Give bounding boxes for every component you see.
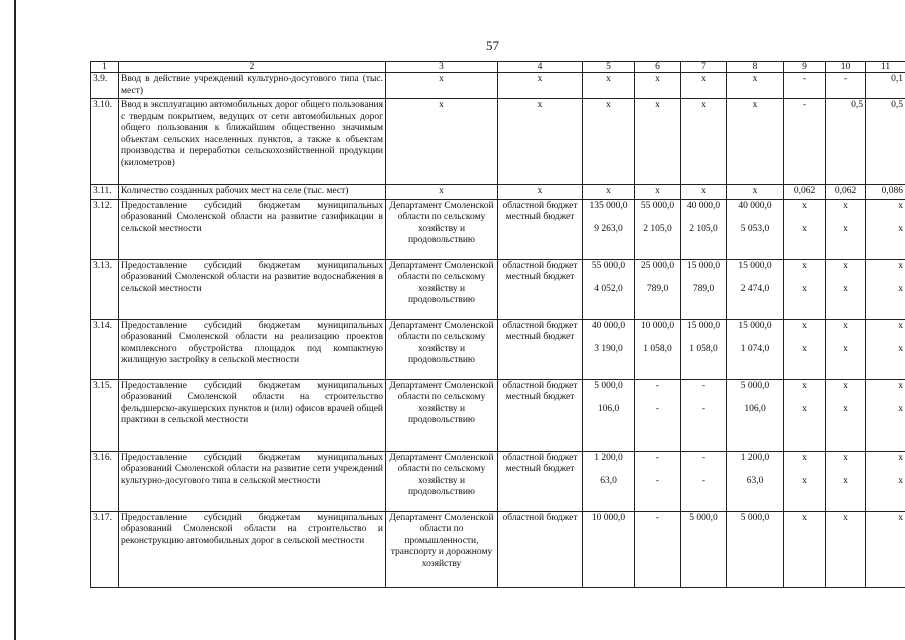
value-regional: х <box>898 260 903 271</box>
value-regional: 15 000,0 <box>738 320 772 331</box>
table-row <box>91 379 905 451</box>
row-value: - <box>635 511 681 587</box>
value-local: х <box>898 224 903 234</box>
value-regional: х <box>898 452 903 463</box>
row-value <box>866 199 905 259</box>
value-local: 1 058,0 <box>689 344 718 354</box>
row-value <box>727 199 784 259</box>
value-regional: х <box>802 320 807 331</box>
value-regional: 1 200,0 <box>594 452 623 463</box>
row-value <box>681 319 727 379</box>
row-value: х <box>727 185 784 200</box>
row-value <box>826 379 866 451</box>
row-number: 3.12. <box>91 199 119 259</box>
row-department: Департамент Смоленской области по сельскому хозяйству и продовольствию <box>386 319 498 379</box>
value-regional: 40 000,0 <box>738 200 772 211</box>
value-local: х <box>802 404 807 414</box>
row-value <box>583 451 635 511</box>
row-value: - <box>784 99 826 185</box>
value-local: 5 053,0 <box>740 224 770 234</box>
row-value: 5 000,0 <box>727 511 784 587</box>
row-source <box>498 259 583 319</box>
header-cell: 5 <box>583 62 635 73</box>
row-value <box>681 379 727 451</box>
row-value: 0,062 <box>826 185 866 200</box>
row-value <box>727 451 784 511</box>
row-value: х <box>635 185 681 200</box>
row-value: 0,062 <box>784 185 826 200</box>
value-local: х <box>843 344 848 354</box>
row-value <box>826 451 866 511</box>
value-local: 2 474,0 <box>740 284 770 294</box>
header-cell: 10 <box>826 62 866 73</box>
source-regional: областной бюджет <box>502 260 578 271</box>
value-local: - <box>655 404 660 414</box>
source-regional: областной бюджет <box>502 512 578 523</box>
value-regional: 5 000,0 <box>740 380 770 391</box>
row-value <box>826 319 866 379</box>
value-regional: 5 000,0 <box>594 380 623 391</box>
header-cell: 9 <box>784 62 826 73</box>
source-regional: областной бюджет <box>502 380 578 391</box>
row-description: Предоставление субсидий бюджетам муниципальных образований Смоленской области на развитие газификации в сельской местности <box>119 199 386 259</box>
row-value <box>784 451 826 511</box>
value-local: 106,0 <box>744 404 766 414</box>
value-regional: х <box>802 200 807 211</box>
row-value <box>866 379 905 451</box>
row-department: Департамент Смоленской области по промышленности, транспорту и дорожному хозяйству <box>386 511 498 587</box>
row-value <box>583 259 635 319</box>
row-source <box>498 511 583 587</box>
source-local: местный бюджет <box>505 212 575 222</box>
value-regional: 40 000,0 <box>686 200 721 211</box>
row-description: Ввод в эксплуатацию автомобильных дорог общего пользования с твердым покрытием, ведущих от сети автомобильных дорог общего пользования к ближайшим общественно значимым объектам сельских населенных пунктов, а также к объектам производства и переработки сельскохозяйственной продукции (километров) <box>119 99 386 185</box>
value-local: 9 263,0 <box>594 224 623 234</box>
row-value <box>784 199 826 259</box>
row-value <box>866 451 905 511</box>
value-local: 2 105,0 <box>643 224 672 234</box>
row-value <box>784 379 826 451</box>
value-regional: 55 000,0 <box>591 260 626 271</box>
value-regional: 15 000,0 <box>738 260 772 271</box>
value-local: х <box>802 344 807 354</box>
row-source: х <box>498 99 583 185</box>
row-number: 3.15. <box>91 379 119 451</box>
table-row <box>91 185 905 200</box>
header-cell: 7 <box>681 62 727 73</box>
value-regional: 55 000,0 <box>640 200 675 211</box>
value-regional: 135 000,0 <box>589 200 628 211</box>
row-value <box>681 259 727 319</box>
row-value <box>826 199 866 259</box>
value-local: 3 190,0 <box>594 344 623 354</box>
row-value <box>635 379 681 451</box>
row-value <box>583 379 635 451</box>
row-description: Ввод в действие учреждений культурно-досугового типа (тыс. мест) <box>119 73 386 99</box>
row-value <box>866 319 905 379</box>
table-row <box>91 511 905 587</box>
row-value <box>727 259 784 319</box>
value-local: 2 105,0 <box>689 224 718 234</box>
value-local: 63,0 <box>746 476 764 486</box>
value-local: 106,0 <box>597 404 620 414</box>
row-value: х <box>635 73 681 99</box>
value-regional: 25 000,0 <box>640 260 675 271</box>
row-value: 5 000,0 <box>681 511 727 587</box>
row-description: Предоставление субсидий бюджетам муниципальных образований Смоленской области на развитие водоснабжения в сельской местности <box>119 259 386 319</box>
row-department: Департамент Смоленской области по сельскому хозяйству и продовольствию <box>386 259 498 319</box>
row-value <box>635 319 681 379</box>
row-value: х <box>583 73 635 99</box>
row-department: Департамент Смоленской области по сельскому хозяйству и продовольствию <box>386 379 498 451</box>
value-local: х <box>843 404 848 414</box>
value-regional: 10 000,0 <box>640 320 675 331</box>
row-number: 3.16. <box>91 451 119 511</box>
table-row <box>91 259 905 319</box>
value-local: 789,0 <box>692 284 715 294</box>
header-cell: 4 <box>498 62 583 73</box>
page-number: 57 <box>486 38 499 53</box>
row-value: - <box>784 73 826 99</box>
row-value <box>866 259 905 319</box>
value-regional: х <box>802 380 807 391</box>
row-source <box>498 199 583 259</box>
value-local: х <box>843 224 848 234</box>
row-value: х <box>681 73 727 99</box>
value-local: х <box>898 344 903 354</box>
row-number: 3.9. <box>91 73 119 99</box>
row-value <box>681 451 727 511</box>
value-regional: 15 000,0 <box>686 320 721 331</box>
row-description: Количество созданных рабочих мест на селе (тыс. мест) <box>119 185 386 200</box>
value-regional: х <box>843 200 848 211</box>
row-number: 3.13. <box>91 259 119 319</box>
row-value: х <box>681 99 727 185</box>
value-local: 1 074,0 <box>740 344 770 354</box>
row-value: х <box>583 185 635 200</box>
row-value: х <box>866 511 905 587</box>
value-regional: - <box>655 380 660 391</box>
row-value: х <box>681 185 727 200</box>
row-value <box>635 451 681 511</box>
row-value <box>635 259 681 319</box>
program-table <box>90 61 905 588</box>
value-regional: х <box>898 380 903 391</box>
value-regional: - <box>655 452 660 463</box>
row-value <box>635 199 681 259</box>
header-cell: 11 <box>866 62 905 73</box>
row-value <box>826 259 866 319</box>
value-local: - <box>701 476 706 486</box>
source-local: местный бюджет <box>505 332 575 342</box>
source-regional: областной бюджет <box>502 320 578 331</box>
row-department: х <box>386 185 498 200</box>
value-regional: х <box>898 200 903 211</box>
row-value: 0,1 <box>866 73 905 99</box>
value-local: 1 058,0 <box>643 344 672 354</box>
row-source <box>498 451 583 511</box>
value-local: х <box>843 476 848 486</box>
value-local: 63,0 <box>600 476 617 486</box>
row-source <box>498 319 583 379</box>
header-cell: 8 <box>727 62 784 73</box>
value-local: х <box>898 476 903 486</box>
value-regional: х <box>843 380 848 391</box>
value-local: х <box>843 284 848 294</box>
row-value <box>727 379 784 451</box>
table-row <box>91 451 905 511</box>
row-value: 10 000,0 <box>583 511 635 587</box>
value-regional: х <box>843 260 848 271</box>
row-source <box>498 379 583 451</box>
value-local: х <box>802 224 807 234</box>
row-value <box>583 199 635 259</box>
table-row <box>91 73 905 99</box>
header-row <box>91 62 905 73</box>
value-regional: х <box>843 452 848 463</box>
row-description: Предоставление субсидий бюджетам муниципальных образований Смоленской области на строительство и реконструкцию автомобильных дорог в сельской местности <box>119 511 386 587</box>
row-value <box>784 319 826 379</box>
row-value: х <box>583 99 635 185</box>
header-cell: 3 <box>386 62 498 73</box>
value-regional: х <box>802 260 807 271</box>
value-local: - <box>655 476 660 486</box>
value-local: 4 052,0 <box>594 284 623 294</box>
row-value: х <box>784 511 826 587</box>
value-local: 789,0 <box>646 284 669 294</box>
row-department: х <box>386 73 498 99</box>
row-value: х <box>826 511 866 587</box>
row-description: Предоставление субсидий бюджетам муниципальных образований Смоленской области на реализацию проектов комплексного обустройства площадок под компактную жилищную застройку в сельской местности <box>119 319 386 379</box>
row-value <box>681 199 727 259</box>
table-row <box>91 319 905 379</box>
value-local: х <box>802 476 807 486</box>
row-value: 0,086 <box>866 185 905 200</box>
left-margin-line <box>14 0 16 640</box>
value-regional: - <box>701 380 706 391</box>
row-source: х <box>498 185 583 200</box>
row-value: 0,5 <box>866 99 905 185</box>
row-number: 3.11. <box>91 185 119 200</box>
table-row <box>91 199 905 259</box>
source-regional: областной бюджет <box>502 452 578 463</box>
value-local: - <box>701 404 706 414</box>
value-regional: х <box>843 320 848 331</box>
row-value: 0,5 <box>826 99 866 185</box>
value-regional: 40 000,0 <box>591 320 626 331</box>
header-cell: 2 <box>119 62 386 73</box>
row-description: Предоставление субсидий бюджетам муниципальных образований Смоленской области на строительство фельдшерско-акушерских пунктов и (или) офисов врачей общей практики в сельской местности <box>119 379 386 451</box>
source-regional: областной бюджет <box>502 200 578 211</box>
row-value: - <box>826 73 866 99</box>
row-department: Департамент Смоленской области по сельскому хозяйству и продовольствию <box>386 199 498 259</box>
row-description: Предоставление субсидий бюджетам муниципальных образований Смоленской области на развитие сети учреждений культурно-досугового типа в сельской местности <box>119 451 386 511</box>
row-value <box>784 259 826 319</box>
source-local: местный бюджет <box>505 392 575 402</box>
row-value: х <box>727 73 784 99</box>
row-number: 3.10. <box>91 99 119 185</box>
row-source: х <box>498 73 583 99</box>
header-cell: 6 <box>635 62 681 73</box>
value-regional: х <box>898 320 903 331</box>
source-local: местный бюджет <box>505 464 575 474</box>
row-value: х <box>727 99 784 185</box>
value-local: х <box>898 284 903 294</box>
table-row <box>91 99 905 185</box>
row-number: 3.17. <box>91 511 119 587</box>
header-cell: 1 <box>91 62 119 73</box>
value-regional: 1 200,0 <box>740 452 770 463</box>
value-regional: х <box>802 452 807 463</box>
row-number: 3.14. <box>91 319 119 379</box>
source-local: местный бюджет <box>505 272 575 282</box>
row-value <box>583 319 635 379</box>
value-local: х <box>898 404 903 414</box>
value-local: х <box>802 284 807 294</box>
row-department: Департамент Смоленской области по сельскому хозяйству и продовольствию <box>386 451 498 511</box>
value-regional: - <box>701 452 706 463</box>
value-regional: 15 000,0 <box>686 260 721 271</box>
row-value <box>727 319 784 379</box>
row-value: х <box>635 99 681 185</box>
row-department: х <box>386 99 498 185</box>
